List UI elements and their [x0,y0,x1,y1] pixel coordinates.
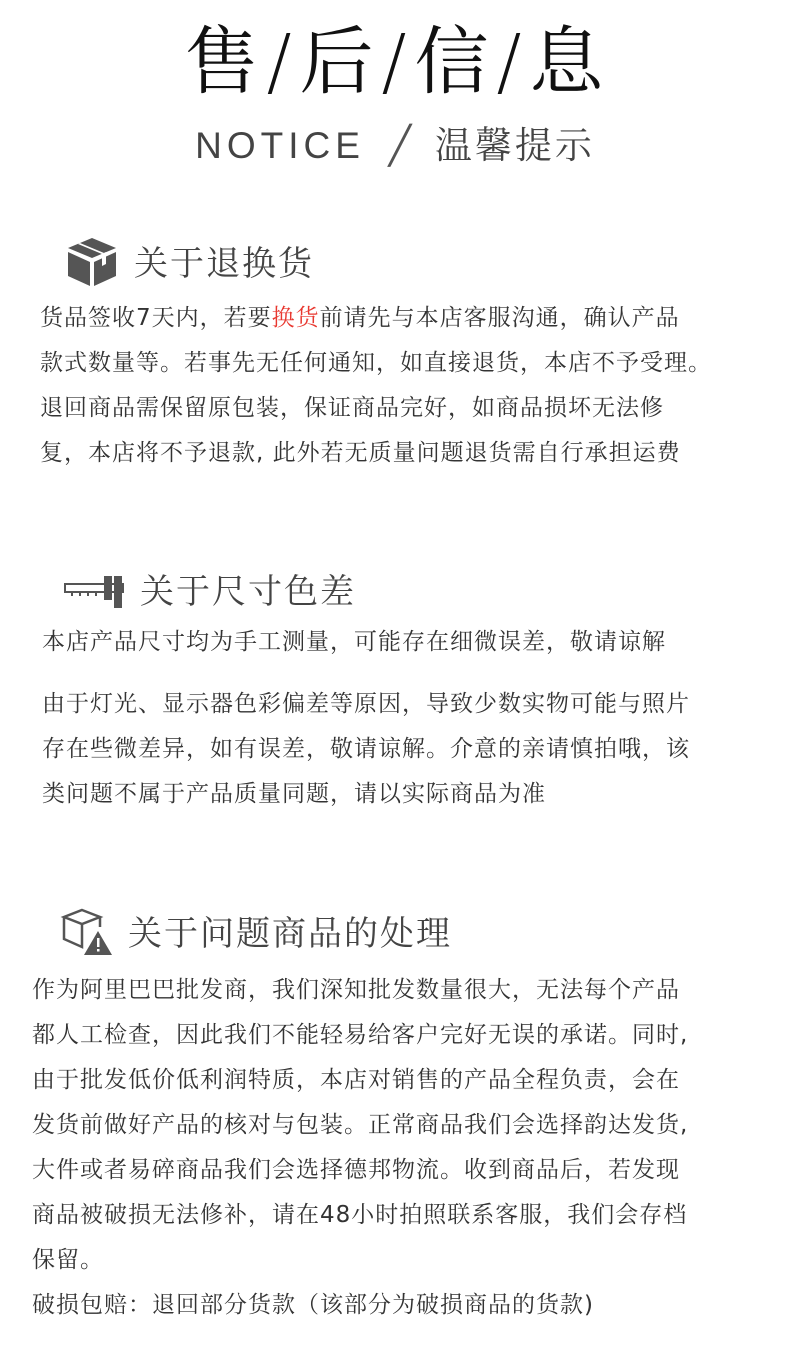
subtitle-cn: 温馨提示 [434,124,595,167]
section-returns-body [40,296,712,476]
text-line: 本店产品尺寸均为手工测量，可能存在细微误差，敬请谅解 [42,629,666,655]
section-problem-body [32,968,688,1328]
highlight-exchange: 换货 [271,305,320,331]
text-line: 商品被破损无法修补，请在48小时拍照联系客服，我们会存档 [32,1202,688,1228]
subtitle-separator: ╱ [388,124,412,167]
text-line: 大件或者易碎商品我们会选择德邦物流。收到商品后，若发现 [32,1157,680,1183]
text-line: 由于灯光、显示器色彩偏差等原因，导致少数实物可能与照片 [42,691,690,717]
text-line [40,296,712,341]
section-problem-header [60,904,452,964]
section-size-body-1 [42,620,666,665]
text-line: 都人工检查，因此我们不能轻易给客户完好无误的承诺。同时, [32,1022,689,1048]
section-size-body-2 [42,682,690,817]
title-char-4: 息 [529,19,606,105]
title-char-3: 信 [414,19,491,105]
caliper-ruler-icon [64,570,126,614]
text-segment: 前请先与本店客服沟通，确认产品 [319,305,680,331]
text-line: 存在些微差异，如有误差，敬请谅解。介意的亲请慎拍哦，该 [42,736,690,762]
page-title [0,14,790,110]
text-line: 保留。 [32,1247,104,1273]
section-returns-title: 关于退换货 [134,244,314,284]
section-problem-title: 关于问题商品的处理 [128,914,452,954]
package-box-icon [64,236,120,292]
text-line: 类问题不属于产品质量同题，请以实际商品为准 [42,781,546,807]
text-line: 破损包赔：退回部分货款（该部分为破损商品的货款) [32,1292,594,1318]
section-size-header [64,562,356,622]
title-slash-3: / [496,19,524,105]
text-line: 由于批发低价低利润特质，本店对销售的产品全程负责，会在 [32,1067,680,1093]
text-line: 发货前做好产品的核对与包装。正常商品我们会选择韵达发货, [32,1112,689,1138]
text-line: 退回商品需保留原包装，保证商品完好，如商品损坏无法修 [40,395,664,421]
damaged-box-warning-icon [60,907,114,961]
title-slash-1: / [266,19,294,105]
text-line: 复，本店将不予退款, 此外若无质量问题退货需自行承担运费 [40,440,681,466]
title-char-2: 后 [299,19,376,105]
section-returns-header [64,234,314,294]
title-char-1: 售 [184,19,261,105]
subtitle-notice: NOTICE [195,125,365,166]
section-size-title: 关于尺寸色差 [140,572,356,612]
text-line: 款式数量等。若事先无任何通知，如直接退货，本店不予受理。 [40,350,712,376]
title-slash-2: / [381,19,409,105]
text-line: 作为阿里巴巴批发商，我们深知批发数量很大，无法每个产品 [32,977,680,1003]
text-segment: 货品签收7天内，若要 [40,305,272,331]
page-subtitle [0,118,790,174]
